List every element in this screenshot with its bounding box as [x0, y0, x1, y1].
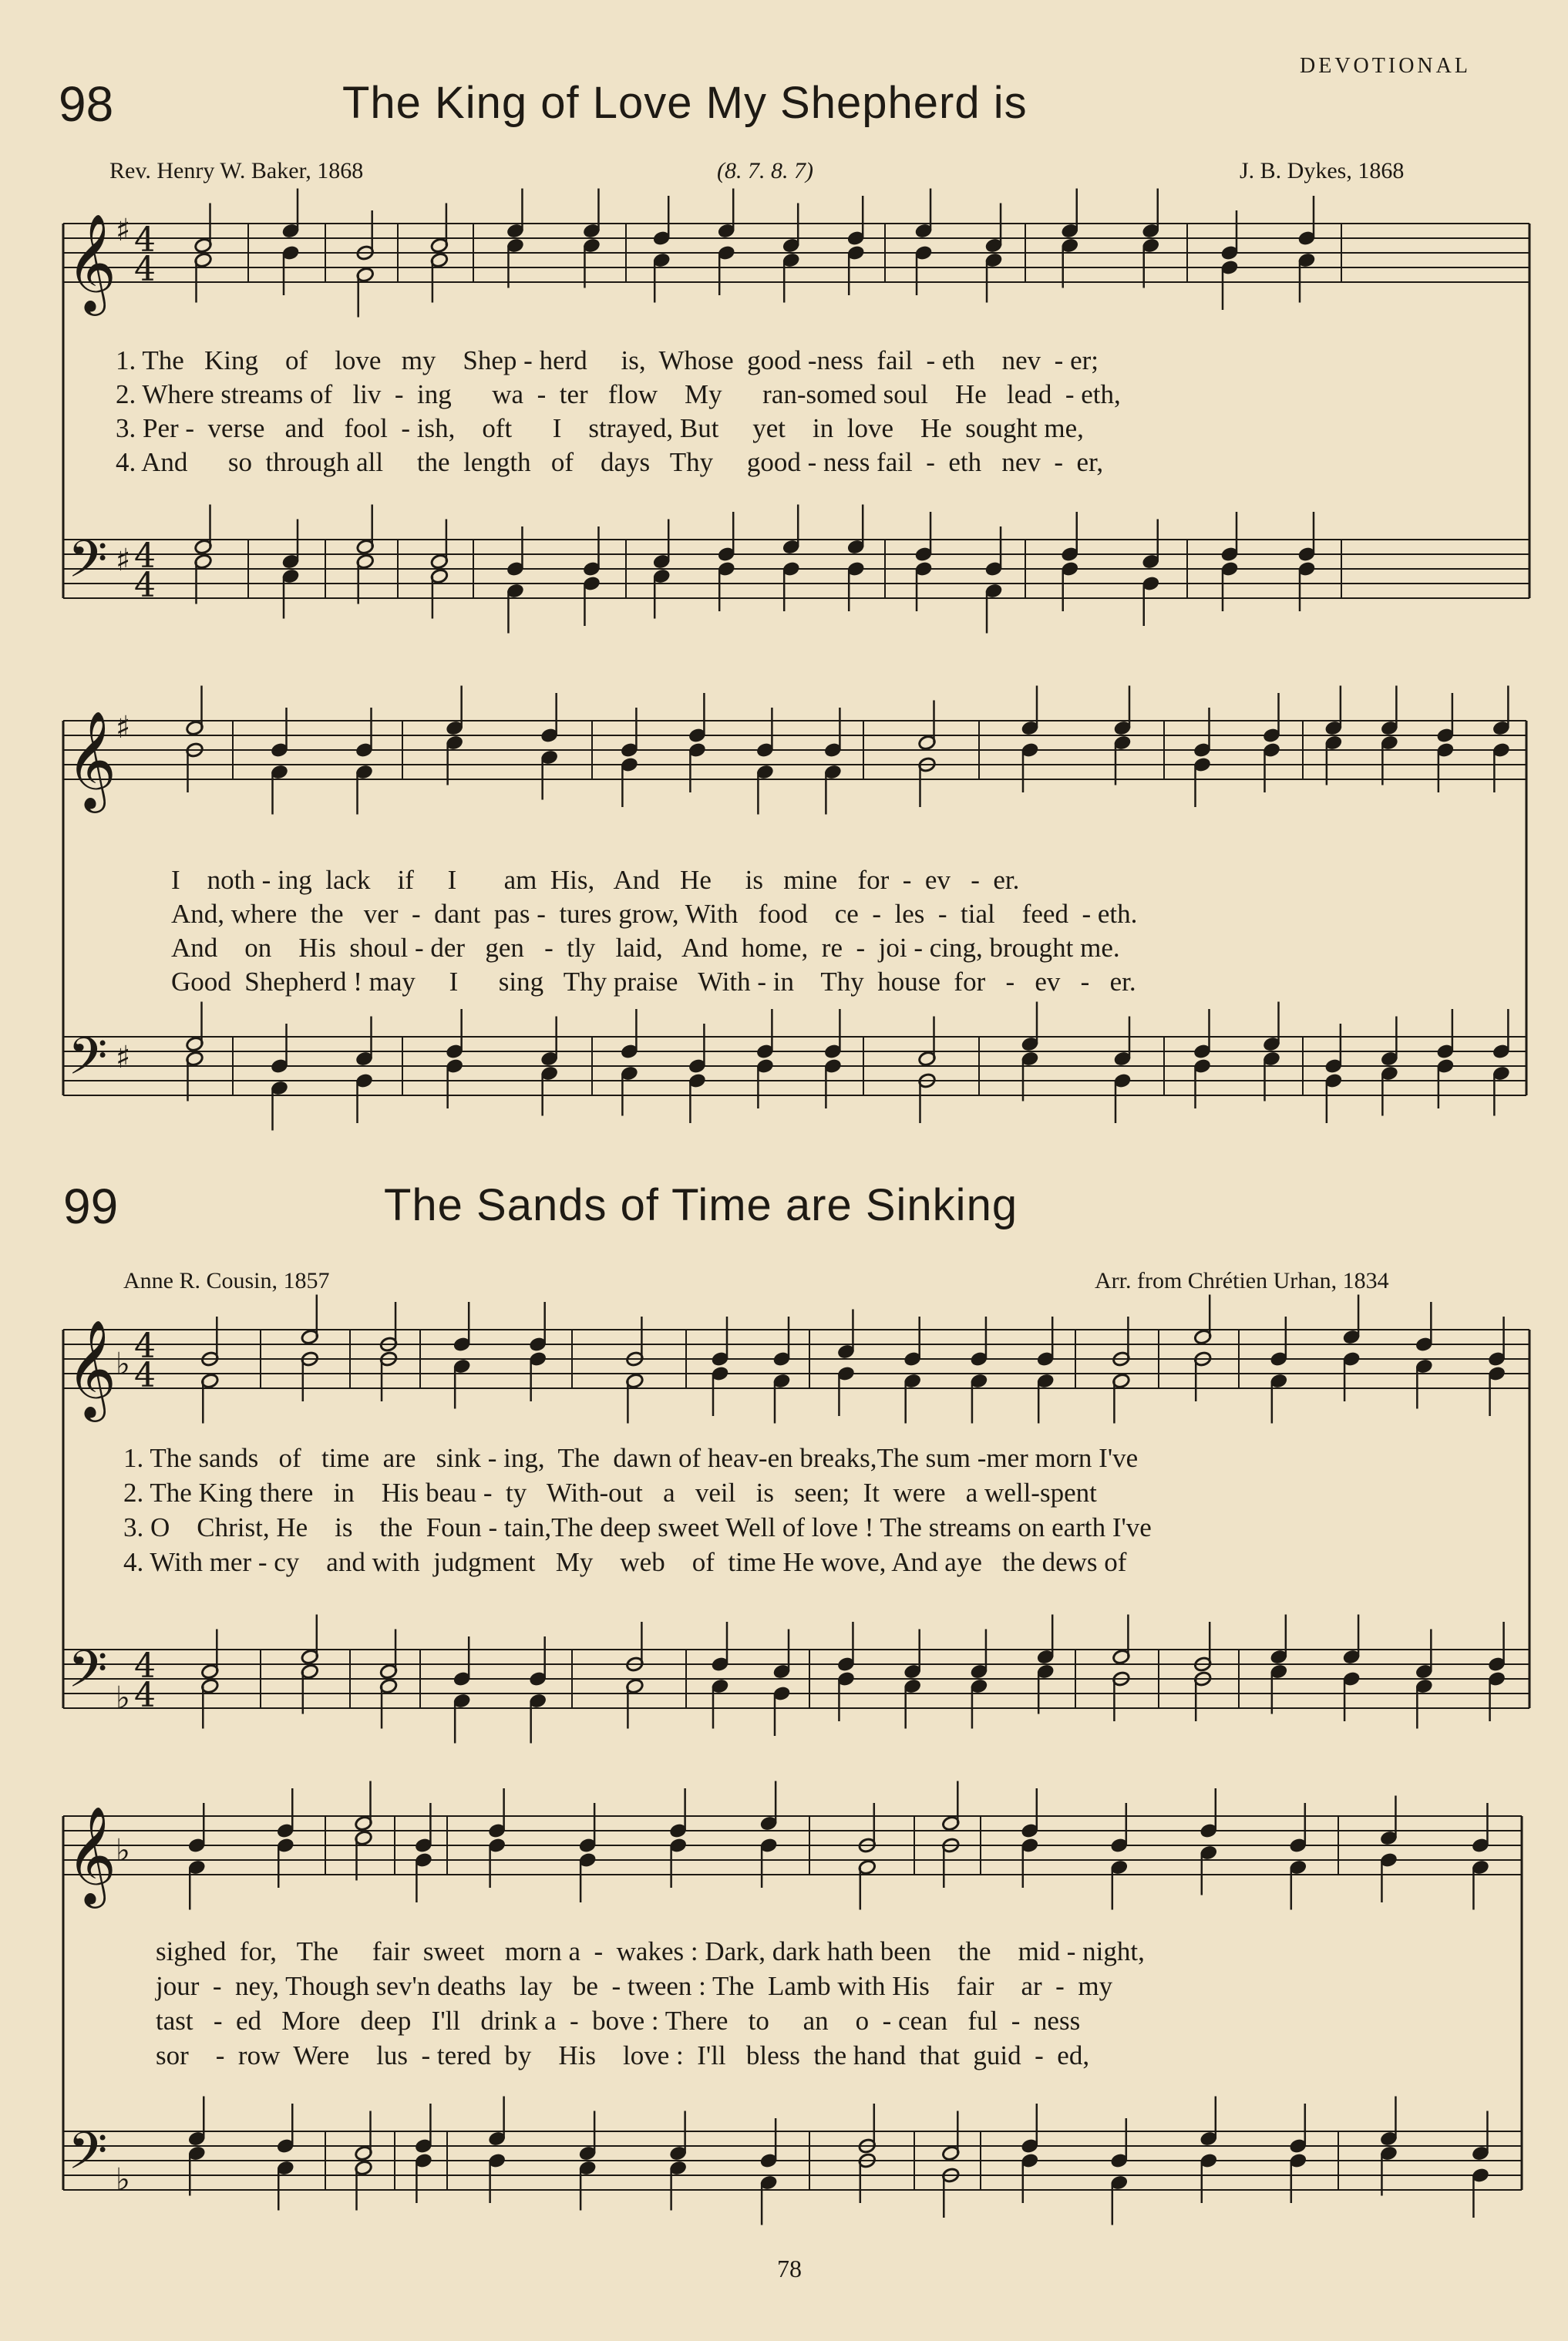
verse-line-3: And on His shoul - der gen - tly laid, And home, re - joi - cing, brought me. — [171, 933, 1120, 963]
verse-line-4: 4. And so through all the length of days Thy good - ness fail - eth nev - er, — [116, 447, 1104, 477]
svg-text:♯: ♯ — [116, 543, 131, 578]
hymn-title: The King of Love My Shepherd is — [342, 78, 1028, 128]
svg-text:𝄞: 𝄞 — [66, 1319, 117, 1418]
svg-text:𝄢: 𝄢 — [68, 2121, 108, 2193]
hymnal-section-label: DEVOTIONAL — [1300, 54, 1471, 78]
svg-text:♯: ♯ — [116, 213, 131, 248]
verse-line-4: sor - row Were lus - tered by His love : I'll bless the hand that guid - ed, — [156, 2040, 1090, 2070]
hymn-author: Rev. Henry W. Baker, 1868 — [109, 158, 364, 183]
svg-text:𝄢: 𝄢 — [68, 530, 108, 601]
svg-text:♭: ♭ — [116, 1680, 130, 1716]
svg-text:♭: ♭ — [116, 1833, 130, 1868]
svg-text:♯: ♯ — [116, 710, 131, 745]
verse-line-1: I noth - ing lack if I am His, And He is mine for - ev - er. — [171, 865, 1020, 895]
verse-line-3: 3. O Christ, He is the Foun - tain,The deep sweet Well of love ! The streams on earth I've — [123, 1512, 1152, 1542]
svg-text:𝄞: 𝄞 — [66, 1805, 117, 1904]
verse-line-2: And, where the ver - dant pas - tures grow, With food ce - les - tial feed - eth. — [171, 899, 1138, 929]
svg-text:𝄢: 𝄢 — [68, 1640, 108, 1711]
svg-text:4: 4 — [134, 536, 156, 576]
verse-line-1: 1. The King of love my Shep - herd is, Whose good -ness fail - eth nev - er; — [116, 345, 1099, 375]
verse-line-2: jour - ney, Though sev'n deaths lay be - tween : The Lamb with His fair ar - my — [156, 1971, 1113, 2001]
svg-text:♭: ♭ — [116, 1347, 130, 1382]
verse-line-3: 3. Per - verse and fool - ish, oft I strayed, But yet in love He sought me, — [116, 413, 1084, 443]
verse-line-1: sighed for, The fair sweet morn a - wakes : Dark, dark hath been the mid - night, — [156, 1936, 1145, 1966]
svg-text:𝄞: 𝄞 — [66, 213, 117, 311]
svg-text:4: 4 — [134, 1327, 156, 1366]
hymn-title: The Sands of Time are Sinking — [384, 1180, 1018, 1230]
verse-line-3: tast - ed More deep I'll drink a - bove : There to an o - cean ful - ness — [156, 2006, 1081, 2036]
svg-text:4: 4 — [134, 566, 156, 605]
svg-text:4: 4 — [134, 220, 156, 260]
svg-text:4: 4 — [134, 1646, 156, 1686]
verse-line-2: 2. The King there in His beau - ty With-out a veil is seen; It were a well-spent — [123, 1478, 1097, 1508]
hymn-composer: J. B. Dykes, 1868 — [1240, 158, 1405, 183]
verse-line-1: 1. The sands of time are sink - ing, The dawn of heav-en breaks,The sum -mer morn I've — [123, 1443, 1139, 1473]
svg-text:𝄢: 𝄢 — [68, 1027, 108, 1098]
hymn-composer: Arr. from Chrétien Urhan, 1834 — [1095, 1268, 1389, 1293]
hymn-number: 99 — [63, 1179, 119, 1234]
verse-line-4: Good Shepherd ! may I sing Thy praise With - in Thy house for - ev - er. — [171, 967, 1136, 997]
hymn-number: 98 — [59, 76, 114, 132]
svg-text:♭: ♭ — [116, 2162, 130, 2198]
svg-text:4: 4 — [134, 1676, 156, 1715]
svg-text:♯: ♯ — [116, 1040, 131, 1075]
hymn-author: Anne R. Cousin, 1857 — [123, 1268, 330, 1293]
verse-line-4: 4. With mer - cy and with judgment My web of time He wove, And aye the dews of — [123, 1547, 1127, 1577]
svg-text:4: 4 — [134, 250, 156, 289]
verse-line-2: 2. Where streams of liv - ing wa - ter flow My ran-somed soul He lead - eth, — [116, 379, 1121, 409]
svg-text:4: 4 — [134, 1356, 156, 1395]
svg-text:𝄞: 𝄞 — [66, 710, 117, 809]
page-number: 78 — [777, 2255, 802, 2282]
hymn-meter: (8. 7. 8. 7) — [717, 158, 813, 183]
